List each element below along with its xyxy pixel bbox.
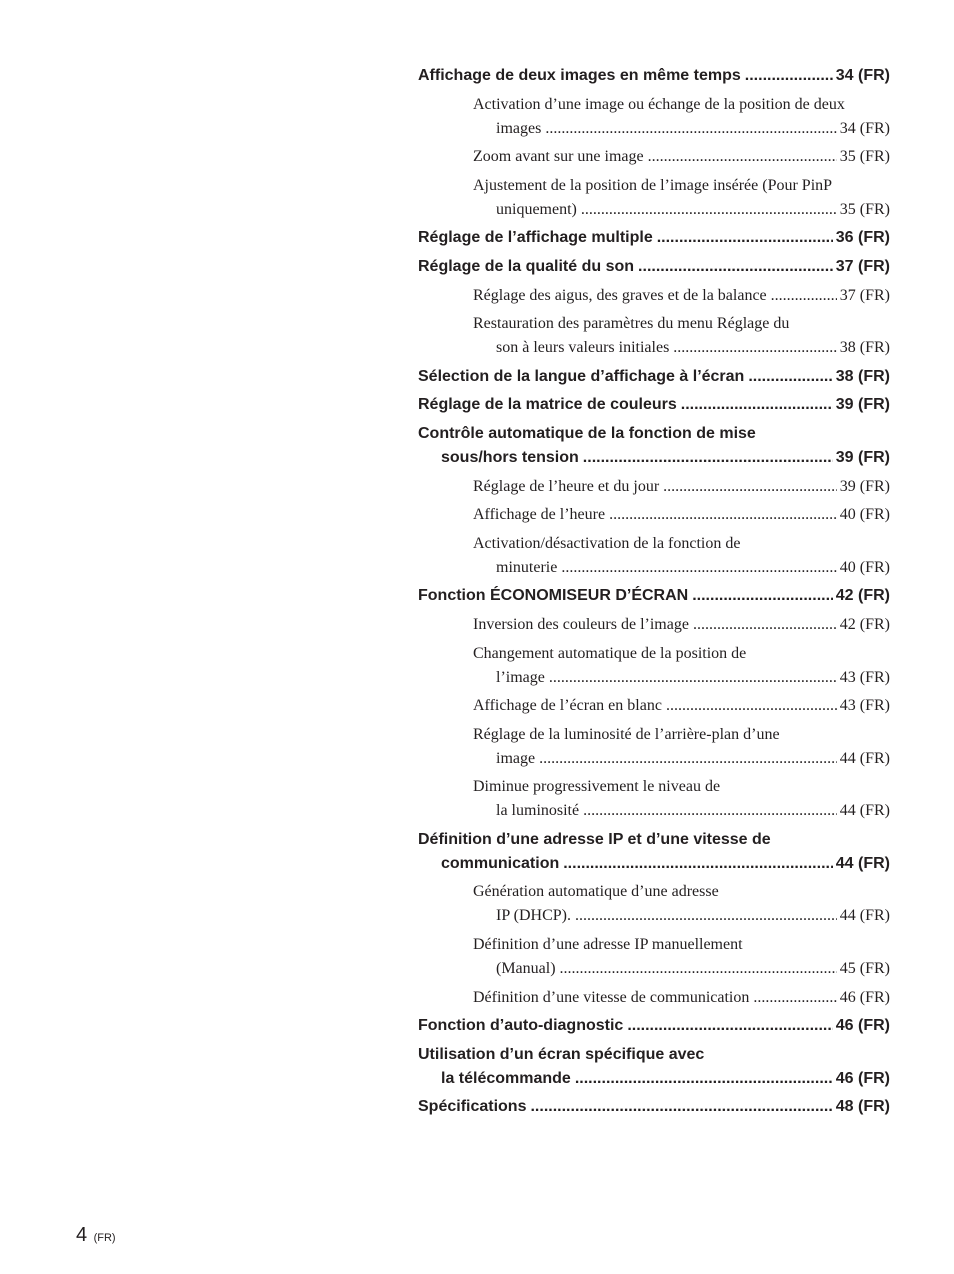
toc-sub-entry[interactable] — [473, 312, 890, 360]
toc-page-number: 35 (FR) — [839, 200, 890, 218]
toc-page-number: 34 (FR) — [839, 119, 890, 137]
toc-entry-title: la luminosité — [496, 802, 580, 820]
toc-page-number: 46 (FR) — [835, 1017, 890, 1035]
toc-page-number: 42 (FR) — [839, 615, 890, 633]
toc-leader-dots — [530, 1095, 832, 1119]
toc-sub-entry[interactable] — [473, 933, 890, 981]
toc-page-number: 39 (FR) — [835, 448, 890, 466]
toc-page-number: 38 (FR) — [835, 367, 890, 385]
toc-leader-dots — [583, 446, 833, 470]
toc-heading-entry[interactable] — [418, 64, 890, 88]
toc-page-number: 35 (FR) — [839, 148, 890, 166]
toc-leader-dots — [563, 852, 833, 876]
toc-leader-dots — [638, 255, 833, 279]
toc-leader-dots — [648, 145, 837, 169]
toc-leader-dots — [692, 584, 833, 608]
toc-heading-entry[interactable] — [418, 255, 890, 279]
toc-entry-title: Fonction d’auto-diagnostic — [418, 1017, 624, 1035]
toc-entry-title: uniquement) — [496, 200, 577, 218]
toc-entry-title: Réglage de l’affichage multiple — [418, 229, 653, 247]
toc-sub-entry[interactable] — [473, 723, 890, 771]
toc-entry-title: Sélection de la langue d’affichage à l’écran — [418, 367, 745, 385]
toc-leader-dots — [673, 336, 836, 360]
toc-entry-title: communication — [441, 854, 560, 872]
toc-entry-title-line: Contrôle automatique de la fonction de mise — [418, 424, 756, 442]
toc-leader-dots — [561, 556, 836, 580]
toc-page-number: 38 (FR) — [839, 339, 890, 357]
toc-leader-dots — [745, 64, 833, 88]
toc-leader-dots — [581, 198, 837, 222]
toc-entry-title: Affichage de l’heure — [473, 506, 606, 524]
toc-heading-entry[interactable] — [418, 828, 890, 876]
toc-leader-dots — [560, 957, 837, 981]
toc-entry-title: Réglage des aigus, des graves et de la balance — [473, 286, 767, 304]
toc-entry-title-line: Définition d’une adresse IP et d’une vitesse de — [418, 830, 771, 848]
toc-page-number: 39 (FR) — [835, 396, 890, 414]
toc-page-number: 43 (FR) — [839, 697, 890, 715]
toc-page-number: 37 (FR) — [835, 257, 890, 275]
toc-entry-title: Zoom avant sur une image — [473, 148, 644, 166]
toc-entry-title: IP (DHCP). — [496, 907, 571, 925]
toc-heading-entry[interactable] — [418, 422, 890, 470]
toc-page-number: 44 (FR) — [839, 749, 890, 767]
toc-leader-dots — [583, 799, 837, 823]
toc-entry-title: Fonction ÉCONOMISEUR D’ÉCRAN — [418, 587, 689, 605]
toc-sub-entry[interactable] — [473, 613, 890, 637]
toc-page-number: 46 (FR) — [839, 988, 890, 1006]
page-number — [76, 1224, 116, 1247]
toc-page-number: 44 (FR) — [839, 802, 890, 820]
toc-entry-title-line: Ajustement de la position de l’image insérée (Pour PinP — [473, 176, 833, 194]
toc-entry-title: Réglage de la matrice de couleurs — [418, 396, 677, 414]
toc-page-number: 36 (FR) — [835, 229, 890, 247]
toc-sub-entry[interactable] — [473, 93, 890, 141]
toc-leader-dots — [549, 666, 837, 690]
toc-entry-title-line: Utilisation d’un écran spécifique avec — [418, 1045, 705, 1063]
toc-page-number: 42 (FR) — [835, 587, 890, 605]
toc-heading-entry[interactable] — [418, 226, 890, 250]
page-number-lang: (FR) — [93, 1232, 116, 1244]
toc-sub-entry[interactable] — [473, 642, 890, 690]
toc-entry-title: Affichage de l’écran en blanc — [473, 697, 662, 715]
toc-leader-dots — [748, 365, 832, 389]
toc-entry-title-line: Diminue progressivement le niveau de — [473, 778, 721, 796]
toc-heading-entry[interactable] — [418, 365, 890, 389]
toc-sub-entry[interactable] — [473, 503, 890, 527]
toc-page-number: 40 (FR) — [839, 558, 890, 576]
toc-page-number: 44 (FR) — [839, 907, 890, 925]
toc-sub-entry[interactable] — [473, 174, 890, 222]
toc-page-number: 45 (FR) — [839, 960, 890, 978]
toc-entry-title: Spécifications — [418, 1098, 527, 1116]
toc-sub-entry[interactable] — [473, 145, 890, 169]
toc-leader-dots — [666, 694, 837, 718]
toc-leader-dots — [657, 226, 833, 250]
toc-entry-title: sous/hors tension — [441, 448, 579, 466]
toc-leader-dots — [681, 393, 833, 417]
toc-leader-dots — [539, 747, 837, 771]
toc-entry-title-line: Réglage de la luminosité de l’arrière-plan d’une — [473, 725, 780, 743]
toc-heading-entry[interactable] — [418, 584, 890, 608]
toc-sub-entry[interactable] — [473, 532, 890, 580]
toc-entry-title-line: Activation/désactivation de la fonction de — [473, 534, 741, 552]
toc-leader-dots — [627, 1014, 832, 1038]
toc-entry-title-line: Changement automatique de la position de — [473, 644, 747, 662]
toc-entry-title-line: Définition d’une adresse IP manuellement — [473, 936, 743, 954]
toc-heading-entry[interactable] — [418, 1014, 890, 1038]
toc-leader-dots — [693, 613, 837, 637]
toc-entry-title: la télécommande — [441, 1069, 571, 1087]
toc-leader-dots — [753, 986, 836, 1010]
toc-page-number: 48 (FR) — [835, 1098, 890, 1116]
toc-sub-entry[interactable] — [473, 284, 890, 308]
toc-entry-title: Inversion des couleurs de l’image — [473, 615, 689, 633]
toc-entry-title: Définition d’une vitesse de communication — [473, 988, 750, 1006]
toc-leader-dots — [545, 117, 836, 141]
toc-leader-dots — [609, 503, 837, 527]
toc-leader-dots — [771, 284, 837, 308]
toc-page-number: 37 (FR) — [839, 286, 890, 304]
toc-entry-title: images — [496, 119, 542, 137]
toc-page-number: 43 (FR) — [839, 668, 890, 686]
toc-page-number: 40 (FR) — [839, 506, 890, 524]
toc-entry-title: Réglage de l’heure et du jour — [473, 477, 660, 495]
toc-sub-entry[interactable] — [473, 880, 890, 928]
toc-entry-title: image — [496, 749, 536, 767]
toc-entry-title: minuterie — [496, 558, 558, 576]
page-number-value: 4 — [76, 1224, 88, 1246]
toc-page-number: 44 (FR) — [835, 854, 890, 872]
toc-sub-entry[interactable] — [473, 475, 890, 499]
toc-page-number: 34 (FR) — [835, 67, 890, 84]
toc-leader-dots — [575, 1067, 833, 1091]
toc-entry-title: son à leurs valeurs initiales — [496, 339, 670, 357]
toc-leader-dots — [575, 904, 837, 928]
toc-sub-entry[interactable] — [473, 694, 890, 718]
toc-entry-title-line: Activation d’une image ou échange de la position de deux — [473, 95, 845, 113]
toc-sub-entry[interactable] — [473, 986, 890, 1010]
toc-sub-entry[interactable] — [473, 775, 890, 823]
toc-entry-title: l’image — [496, 668, 545, 686]
toc-heading-entry[interactable] — [418, 393, 890, 417]
toc-leader-dots — [663, 475, 837, 499]
toc-page-number: 39 (FR) — [839, 477, 890, 495]
toc-heading-entry[interactable] — [418, 1095, 890, 1119]
toc-entry-title: Réglage de la qualité du son — [418, 257, 635, 275]
table-of-contents — [418, 64, 890, 1119]
toc-entry-title: (Manual) — [496, 960, 556, 978]
toc-entry-title-line: Restauration des paramètres du menu Réglage du — [473, 315, 790, 333]
toc-heading-entry[interactable] — [418, 1043, 890, 1091]
toc-entry-title: Affichage de deux images en même temps — [418, 67, 741, 84]
toc-page-number: 46 (FR) — [835, 1069, 890, 1087]
toc-entry-title-line: Génération automatique d’une adresse — [473, 883, 719, 901]
